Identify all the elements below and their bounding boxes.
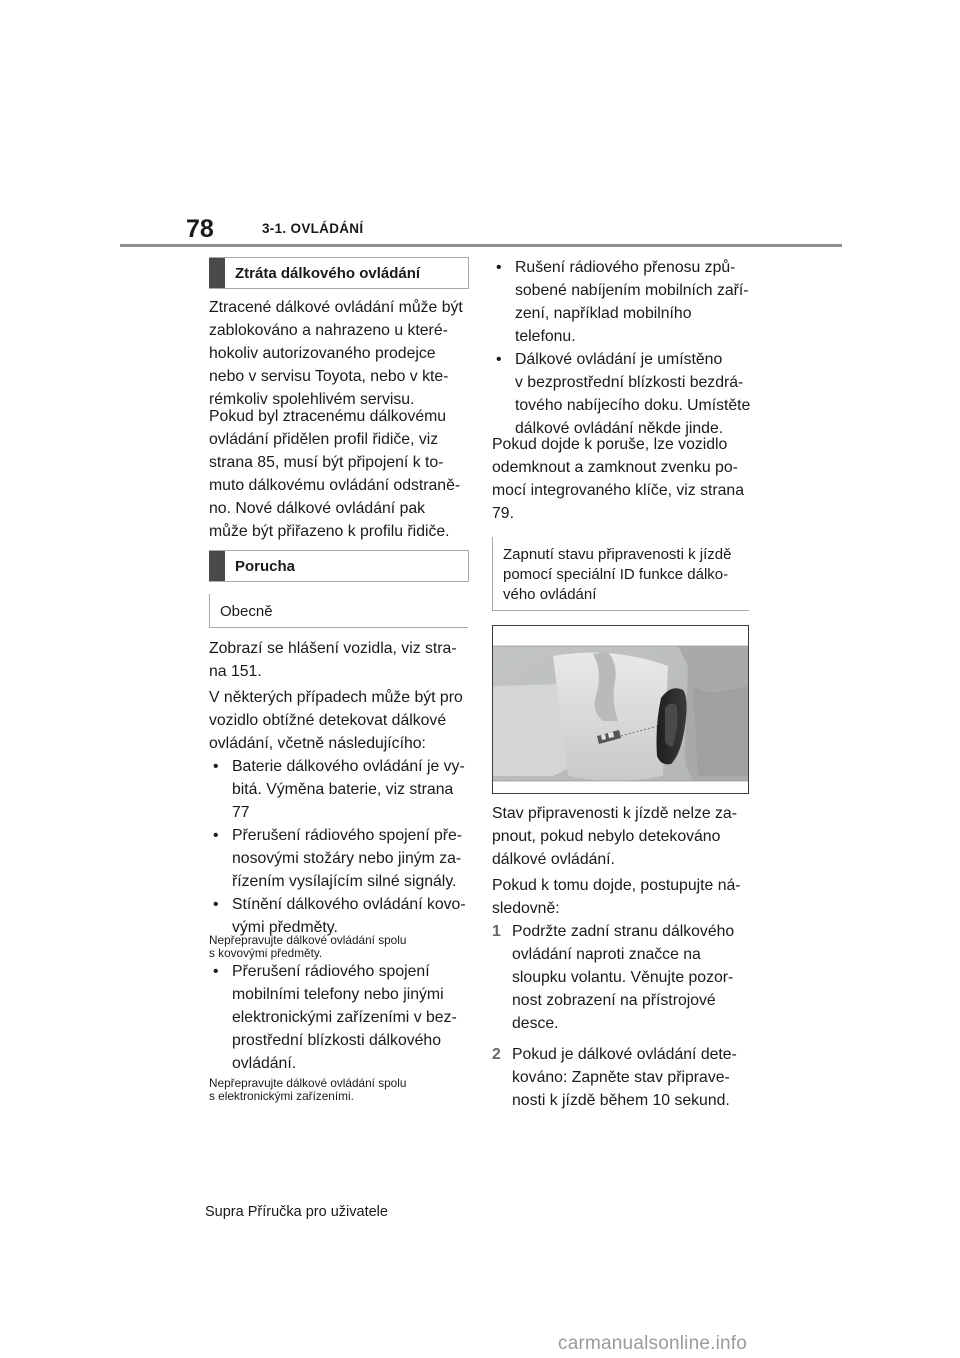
text-line: • Přerušení rádiového spojení — [232, 963, 430, 980]
list-item — [209, 824, 471, 893]
text-line: strana 85, musí být připojení k to- — [209, 454, 444, 471]
malfunction-paragraph-1 — [209, 637, 471, 683]
malfunction-paragraph-2 — [209, 686, 471, 755]
section-title: Porucha — [235, 557, 296, 575]
step-1 — [492, 920, 754, 1035]
chapter-title: 3-1. OVLÁDÁNÍ — [262, 221, 364, 236]
lost-remote-paragraph-1 — [209, 296, 471, 411]
text-line: dálkové ovládání někde jinde. — [515, 420, 724, 437]
text-line: ovládání, včetně následujícího: — [209, 735, 426, 752]
steering-column-photo — [492, 625, 749, 794]
text-line: vými předměty. — [232, 919, 338, 936]
text-line: bitá. Výměna baterie, viz strana — [232, 781, 454, 798]
standby-paragraph-2 — [492, 874, 754, 920]
text-line: pnout, pokud nebylo detekováno — [492, 828, 721, 845]
text-line: • Rušení rádiového přenosu způ- — [515, 259, 736, 276]
text-line: ovládání. — [232, 1055, 297, 1072]
malfunction-bullet-list — [209, 755, 471, 939]
text-line: Zobrazí se hlášení vozidla, viz stra- — [209, 640, 457, 657]
page-number: 78 — [186, 215, 214, 243]
text-line: Pokud je dálkové ovládání dete- — [512, 1046, 737, 1063]
text-line: vého ovládání — [503, 586, 597, 603]
text-line: nost zobrazení na přístrojové — [512, 992, 716, 1009]
note-electronic-devices — [209, 1077, 471, 1103]
text-line: elektronickými zařízeními v bez- — [232, 1009, 457, 1026]
text-line: • Baterie dálkového ovládání je vy- — [232, 758, 465, 775]
text-line: • Stínění dálkového ovládání kovo- — [232, 896, 466, 913]
text-line: Podržte zadní stranu dálkového — [512, 923, 735, 940]
list-item — [209, 960, 471, 1075]
text-line: V některých případech může být pro — [209, 689, 463, 706]
text-line: vozidlo obtížné detekovat dálkové — [209, 712, 447, 729]
text-line: řízením vysílajícím silné signály. — [232, 873, 457, 890]
section-heading-lost-remote — [209, 257, 469, 289]
text-line: prostřední blízkosti dálkového — [232, 1032, 441, 1049]
section-heading-malfunction — [209, 550, 469, 582]
interference-bullet-list — [492, 256, 754, 440]
text-line: zablokováno a nahrazeno u které- — [209, 322, 448, 339]
text-line: Zapnutí stavu připravenosti k jízdě — [503, 546, 732, 563]
text-line: může být přiřazeno k profilu řidiče. — [209, 523, 450, 540]
text-line: tového nabíjecího doku. Umístěte — [515, 397, 751, 414]
steps-list — [492, 920, 754, 1112]
text-line: mobilními telefony nebo jinými — [232, 986, 444, 1003]
text-line: ovládání naproti značce na — [512, 946, 701, 963]
text-line: 79. — [492, 505, 514, 522]
text-line: Stav připravenosti k jízdě nelze za- — [492, 805, 737, 822]
text-line: hokoliv autorizovaného prodejce — [209, 345, 436, 362]
subheading-standby-id — [492, 537, 749, 611]
text-line: nebo v servisu Toyota, nebo v kte- — [209, 368, 449, 385]
text-line: Pokud byl ztracenému dálkovému — [209, 408, 447, 425]
text-line: ovládání přidělen profil řidiče, viz — [209, 431, 439, 448]
text-line: nosovými stožáry nebo jiným za- — [232, 850, 462, 867]
watermark: carmanualsonline.info — [558, 1333, 748, 1354]
footer-text: Supra Příručka pro uživatele — [205, 1204, 388, 1220]
step-number: 2 — [492, 1046, 501, 1063]
text-line: dálkové ovládání. — [492, 851, 615, 868]
note-metal-objects — [209, 934, 471, 960]
text-line: desce. — [512, 1015, 559, 1032]
subheading-general: Obecně — [209, 594, 468, 628]
text-line: na 151. — [209, 663, 262, 680]
step-2 — [492, 1043, 754, 1112]
text-line: Nepřepravujte dálkové ovládání spolu — [209, 1076, 407, 1090]
text-line: • Dálkové ovládání je umístěno — [515, 351, 723, 368]
text-line: s elektronickými zařízeními. — [209, 1088, 354, 1103]
text-line: zení, například mobilního — [515, 305, 692, 322]
text-line: rémkoliv spolehlivém servisu. — [209, 391, 415, 408]
text-line: kováno: Zapněte stav připrave- — [512, 1069, 730, 1086]
text-line: • Přerušení rádiového spojení pře- — [232, 827, 463, 844]
text-line: v bezprostřední blízkosti bezdrá- — [515, 374, 744, 391]
text-line: s kovovými předměty. — [209, 945, 323, 960]
list-item — [492, 348, 754, 440]
text-line: telefonu. — [515, 328, 576, 345]
list-item — [492, 256, 754, 348]
text-line: 77 — [232, 804, 250, 821]
text-line: Ztracené dálkové ovládání může být — [209, 299, 463, 316]
text-line: mocí integrovaného klíče, viz strana — [492, 482, 744, 499]
text-line: Pokud k tomu dojde, postupujte ná- — [492, 877, 741, 894]
standby-paragraph-1 — [492, 802, 754, 871]
list-item — [209, 755, 471, 824]
section-title: Ztráta dálkového ovládání — [235, 264, 421, 282]
text-line: Nepřepravujte dálkové ovládání spolu — [209, 933, 407, 947]
bullet-electronic-devices — [209, 960, 471, 1075]
integrated-key-paragraph — [492, 433, 754, 525]
header-rule — [120, 244, 842, 247]
text-line: Pokud dojde k poruše, lze vozidlo — [492, 436, 728, 453]
step-number: 1 — [492, 923, 501, 940]
text-line: sloupku volantu. Věnujte pozor- — [512, 969, 734, 986]
lost-remote-paragraph-2 — [209, 405, 471, 543]
text-line: no. Nové dálkové ovládání pak — [209, 500, 426, 517]
text-line: odemknout a zamknout zvenku po- — [492, 459, 738, 476]
text-line: sledovně: — [492, 900, 560, 917]
text-line: sobené nabíjením mobilních zaří- — [515, 282, 749, 299]
text-line: pomocí speciální ID funkce dálko- — [503, 566, 729, 583]
text-line: nosti k jízdě během 10 sekund. — [512, 1092, 730, 1109]
text-line: muto dálkovému ovládání odstraně- — [209, 477, 461, 494]
